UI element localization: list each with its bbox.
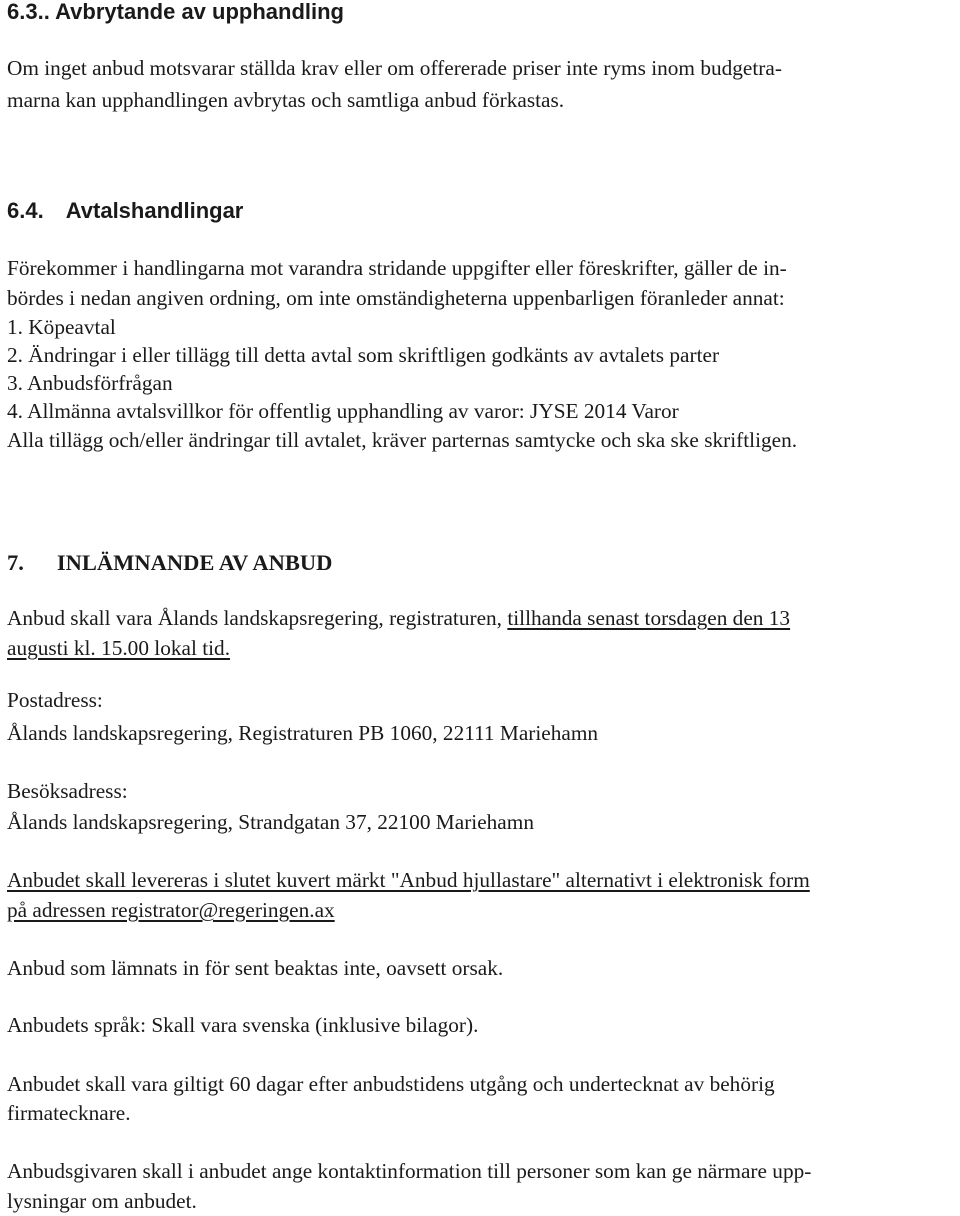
section-7-title: INLÄMNANDE AV ANBUD (56, 550, 333, 575)
visiting-address-value: Ålands landskapsregering, Strandgatan 37, 22100 Mariehamn (7, 810, 534, 834)
submission-deadline-line-2: augusti kl. 15.00 lokal tid. (7, 636, 231, 660)
list-item: 4. Allmänna avtalsvillkor för offentlig upphandling av varor: JYSE 2014 Varor (7, 399, 679, 423)
section-6-3-paragraph-line-2: marna kan upphandlingen avbrytas och samtliga anbud förkastas. (7, 88, 565, 112)
late-submission-note: Anbud som lämnats in för sent beaktas inte, oavsett orsak. (7, 956, 504, 980)
validity-line-2: firmatecknare. (7, 1101, 131, 1125)
section-7-number: 7. (7, 550, 24, 575)
validity-line-1: Anbudet skall vara giltigt 60 dagar efter anbudstidens utgång och undertecknat av behörig (7, 1072, 775, 1096)
delivery-instructions-line-1: Anbudet skall levereras i slutet kuvert märkt "Anbud hjullastare" alternativt i elektronisk form (7, 868, 810, 892)
section-6-4-heading (7, 196, 243, 225)
submission-recipient: Anbud skall vara Ålands landskapsregering, registraturen, (7, 606, 508, 630)
section-6-4-paragraph-line-1: Förekommer i handlingarna mot varandra stridande uppgifter eller föreskrifter, gäller de in- (7, 256, 787, 280)
section-6-3-paragraph-line-1: Om inget anbud motsvarar ställda krav eller om offererade priser inte ryms inom budgetra- (7, 56, 782, 80)
section-7-heading (7, 548, 332, 577)
submission-paragraph-line-1 (7, 604, 790, 633)
section-6-4-number: 6.4. (7, 198, 44, 223)
section-6-3-title: . Avbrytande av upphandling (43, 0, 344, 24)
section-6-4-paragraph-2: Alla tillägg och/eller ändringar till avtalet, kräver parternas samtycke och ska ske skriftligen. (7, 428, 798, 452)
visiting-address-label: Besöksadress: (7, 779, 128, 803)
section-6-4-paragraph-line-2: bördes i nedan angiven ordning, om inte omständigheterna uppenbarligen föranleder annat: (7, 286, 785, 310)
contact-info-line-1: Anbudsgivaren skall i anbudet ange kontaktinformation till personer som kan ge närmare upp- (7, 1159, 812, 1183)
submission-deadline: tillhanda senast torsdagen den 13 (507, 606, 791, 630)
postal-address-label: Postadress: (7, 688, 103, 712)
contact-info-line-2: lysningar om anbudet. (7, 1189, 197, 1213)
list-item: 3. Anbudsförfrågan (7, 371, 173, 395)
section-6-3-number: 6.3. (7, 0, 44, 24)
section-6-4-title: Avtalshandlingar (65, 198, 244, 223)
list-item: 2. Ändringar i eller tillägg till detta avtal som skriftligen godkänts av avtalets parter (7, 343, 720, 367)
delivery-instructions-line-2: på adressen registrator@regeringen.ax (7, 898, 335, 922)
list-item: 1. Köpeavtal (7, 315, 116, 339)
postal-address-value: Ålands landskapsregering, Registraturen PB 1060, 22111 Mariehamn (7, 721, 599, 745)
section-6-3-heading (7, 0, 344, 26)
language-requirement: Anbudets språk: Skall vara svenska (inklusive bilagor). (7, 1013, 479, 1037)
